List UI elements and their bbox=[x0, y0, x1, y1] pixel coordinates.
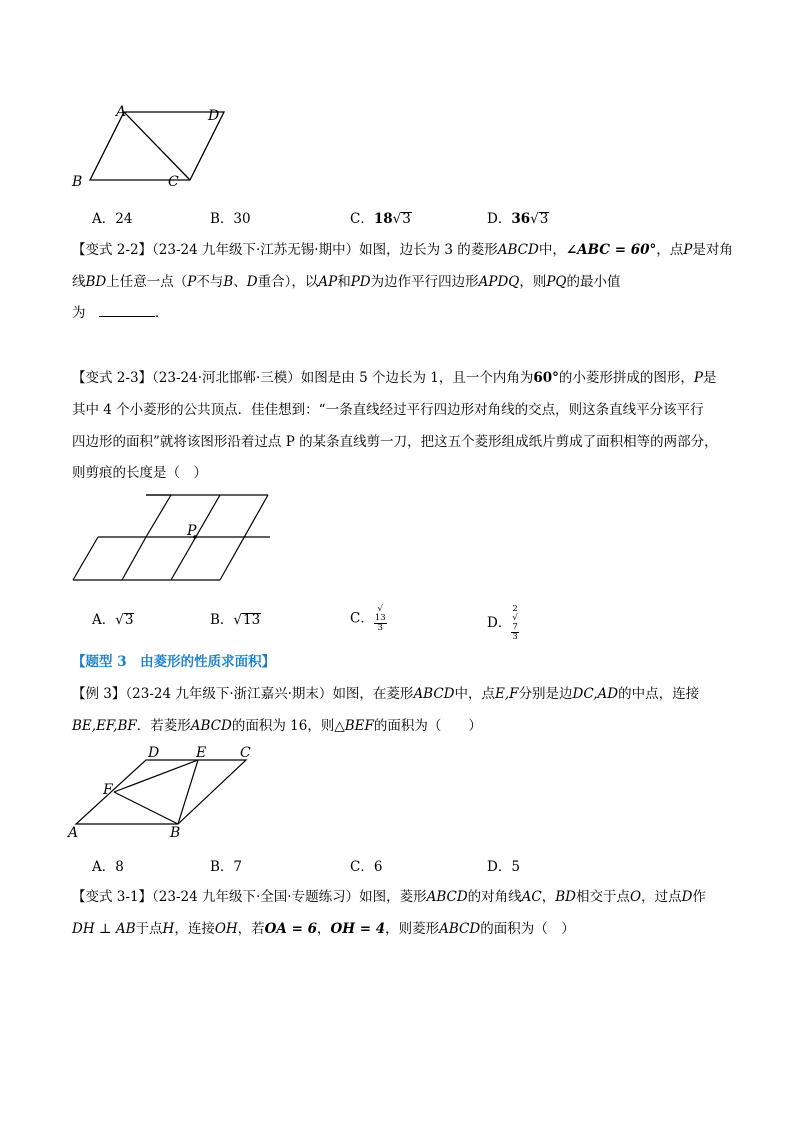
label-a: A bbox=[116, 104, 127, 120]
v31-line2: DH ⊥ AB于点H，连接OH，若OA = 6，OH = 4，则菱形ABCD的面积为（ ） bbox=[72, 921, 575, 937]
v23-line1: 【变式 2-3】（23-24·河北邯郸·三模）如图是由 5 个边长为 1，且一个内角为60°的小菱形拼成的图形，P是 bbox=[72, 370, 717, 386]
option-c[interactable]: C．6 bbox=[350, 859, 383, 875]
option-c[interactable] bbox=[350, 207, 412, 227]
option-d[interactable]: D． 2 √ 7 3 bbox=[487, 604, 518, 642]
section-title: 【题型 3 由菱形的性质求面积】 bbox=[72, 654, 276, 670]
answer-blank[interactable] bbox=[99, 304, 155, 317]
option-c[interactable]: C． √ 13 3 bbox=[350, 604, 386, 633]
option-radicand: 3 bbox=[539, 211, 549, 227]
option-letter: C． bbox=[350, 211, 374, 227]
svg-text:B: B bbox=[170, 825, 181, 840]
five-rhombi-figure bbox=[70, 490, 280, 590]
v23-line2: 其中 4 个小菱形的公共顶点．佳佳想到：“一条直线经过平行四边形对角线的交点，则这条直线平分该平行 bbox=[72, 402, 704, 418]
label-d: D bbox=[208, 108, 220, 124]
svg-text:A: A bbox=[68, 825, 79, 840]
option-coef: 18 bbox=[373, 211, 393, 227]
option-letter: A． bbox=[92, 211, 116, 227]
fraction: √ 13 3 bbox=[374, 604, 386, 633]
option-letter: D． bbox=[487, 211, 512, 227]
v22-line2: 线BD上任意一点（P不与B、D重合），以AP和PD为边作平行四边形APDQ，则PQ的最小值 bbox=[72, 274, 621, 290]
option-radicand: 3 bbox=[402, 211, 411, 227]
rhombus-figure-1 bbox=[68, 100, 248, 200]
rhombus-figure-3 bbox=[66, 740, 266, 840]
option-value: 30 bbox=[233, 211, 251, 227]
label-p: P bbox=[187, 523, 197, 539]
v22-tag: 【变式 2-2】 bbox=[72, 242, 153, 258]
v22-line1: 【变式 2-2】（23-24 九年级下·江苏无锡·期中）如图，边长为 3 的菱形ABCD中，∠ABC = 60°，点P是对角 bbox=[72, 242, 733, 258]
option-a[interactable]: A．√3 bbox=[92, 612, 134, 628]
fraction: 2 √ 7 3 bbox=[512, 604, 518, 642]
ex3-line1: 【例 3】（23-24 九年级下·浙江嘉兴·期末）如图，在菱形ABCD中，点E,F分别是边DC,AD的中点，连接 bbox=[72, 686, 700, 702]
option-b[interactable] bbox=[210, 207, 251, 227]
v31-line1: 【变式 3-1】（23-24 九年级下·全国·专题练习）如图，菱形ABCD的对角线AC，BD相交于点O，过点D作 bbox=[72, 889, 706, 905]
option-d[interactable] bbox=[487, 207, 549, 227]
v22-source: （23-24 九年级下·江苏无锡·期中） bbox=[152, 242, 360, 258]
option-a[interactable] bbox=[92, 207, 132, 227]
option-d[interactable]: D．5 bbox=[487, 859, 520, 875]
svg-text:E: E bbox=[196, 745, 207, 761]
v23-line4: 则剪痕的长度是（ ） bbox=[72, 465, 207, 481]
v22-line3: 为 ． bbox=[72, 305, 169, 321]
svg-text:F: F bbox=[103, 782, 113, 798]
option-value: 24 bbox=[115, 211, 133, 227]
label-b: B bbox=[72, 174, 83, 190]
svg-text:D: D bbox=[148, 745, 160, 761]
option-coef: 36 bbox=[511, 211, 531, 227]
option-b[interactable]: B．7 bbox=[210, 859, 243, 875]
option-b[interactable]: B．√13 bbox=[210, 612, 261, 628]
diagonal-ac bbox=[124, 112, 190, 180]
sqrt-sign: √ bbox=[392, 211, 402, 227]
sqrt-sign: √ bbox=[530, 211, 539, 227]
ex3-line2: BE,EF,BF．若菱形ABCD的面积为 16，则△BEF的面积为（ ） bbox=[72, 718, 482, 734]
option-a[interactable]: A．8 bbox=[92, 859, 124, 875]
label-c: C bbox=[168, 174, 179, 190]
svg-text:C: C bbox=[240, 745, 251, 761]
option-letter: B． bbox=[210, 211, 234, 227]
v23-line3: 四边形的面积”就将该图形沿着过点 P 的某条直线剪一刀，把这五个菱形组成纸片剪成了面积相等的两部分， bbox=[72, 434, 718, 450]
